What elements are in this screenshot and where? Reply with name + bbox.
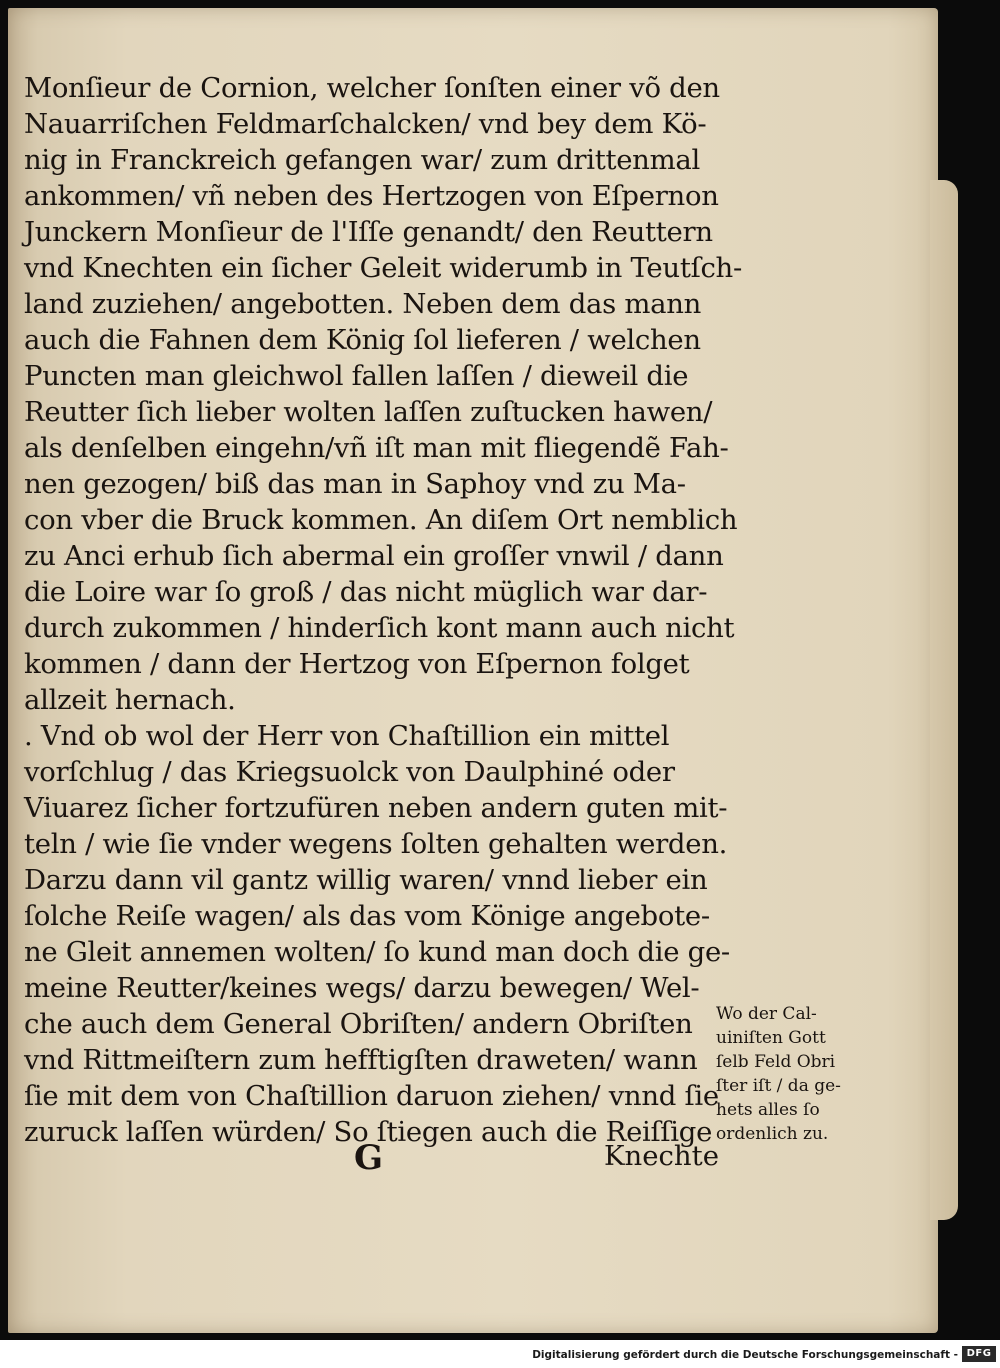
- text-line: Monſieur de Cornion, welcher ſonſten einer võ den: [24, 72, 720, 104]
- text-line: allzeit hernach.: [24, 684, 236, 716]
- signature-mark: G: [354, 1138, 384, 1178]
- text-line: vnd Rittmeiſtern zum hefftigſten draweten/ wann: [24, 1044, 698, 1076]
- margin-line: uiniſten Gott: [716, 1028, 826, 1048]
- text-line: ankommen/ vñ neben des Hertzogen von Eſpernon: [24, 180, 719, 212]
- text-line: kommen / dann der Hertzog von Eſpernon folget: [24, 648, 690, 680]
- text-line: ſolche Reiſe wagen/ als das vom Könige angebote-: [24, 900, 710, 932]
- text-line: Reutter ſich lieber wolten laſſen zuſtucken hawen/: [24, 396, 713, 428]
- catchword: Knechte: [604, 1140, 719, 1172]
- text-line: zuruck laſſen würden/ So ſtiegen auch die Reiſſige: [24, 1116, 713, 1148]
- text-line: Viuarez ſicher fortzufüren neben andern guten mit-: [24, 792, 728, 824]
- text-line: Darzu dann vil gantz willig waren/ vnnd lieber ein: [24, 864, 708, 896]
- text-line: meine Reutter/keines wegs/ darzu bewegen/ Wel-: [24, 972, 700, 1004]
- text-line: land zuziehen/ angebotten. Neben dem das mann: [24, 288, 702, 320]
- dfg-logo: DFG: [962, 1346, 996, 1362]
- text-line: ne Gleit annemen wolten/ ſo kund man doch die ge-: [24, 936, 730, 968]
- margin-line: ordenlich zu.: [716, 1124, 829, 1144]
- page-edge: [930, 180, 958, 1220]
- text-line: Nauarriſchen Feldmarſchalcken/ vnd bey dem Kö-: [24, 108, 707, 140]
- text-line: . Vnd ob wol der Herr von Chaſtillion ein mittel: [24, 720, 670, 752]
- margin-line: hets alles ſo: [716, 1100, 820, 1120]
- text-line: con vber die Bruck kommen. An diſem Ort nemblich: [24, 504, 738, 536]
- text-line: nen gezogen/ biß das man in Saphoy vnd zu Ma-: [24, 468, 686, 500]
- text-line: die Loire war ſo groß / das nicht müglich war dar-: [24, 576, 708, 608]
- text-line: auch die Fahnen dem König ſol lieferen / welchen: [24, 324, 701, 356]
- margin-line: Wo der Cal-: [716, 1004, 817, 1024]
- text-line: Puncten man gleichwol fallen laſſen / dieweil die: [24, 360, 689, 392]
- footer-credit: Digitalisierung gefördert durch die Deutsche Forschungsgemeinschaft -: [532, 1349, 958, 1361]
- text-line: zu Anci erhub ſich abermal ein groſſer vnwil / dann: [24, 540, 724, 572]
- text-line: ſie mit dem von Chaſtillion daruon ziehen/ vnnd ſie: [24, 1080, 719, 1112]
- margin-line: ſter iſt / da ge-: [716, 1076, 841, 1096]
- text-line: che auch dem General Obriſten/ andern Obriſten: [24, 1008, 693, 1040]
- text-line: Junckern Monſieur de l'Iſſe genandt/ den Reuttern: [24, 216, 713, 248]
- text-line: als denſelben eingehn/vñ iſt man mit fliegendẽ Fah-: [24, 432, 729, 464]
- text-line: vnd Knechten ein ſicher Geleit widerumb in Teutſch-: [24, 252, 742, 284]
- text-line: vorſchlug / das Kriegsuolck von Daulphiné oder: [24, 756, 675, 788]
- text-line: nig in Franckreich gefangen war/ zum drittenmal: [24, 144, 700, 176]
- footer-bar: [0, 1340, 1000, 1368]
- margin-line: ſelb Feld Obri: [716, 1052, 836, 1072]
- text-line: durch zukommen / hinderſich kont mann auch nicht: [24, 612, 735, 644]
- text-line: teln / wie ſie vnder wegens ſolten gehalten werden.: [24, 828, 728, 860]
